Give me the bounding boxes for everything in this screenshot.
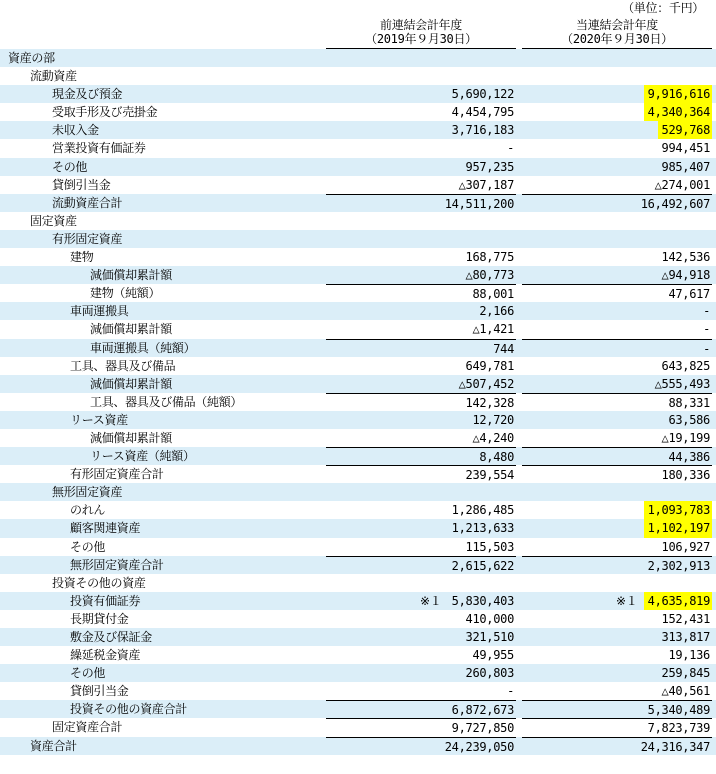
value-cell-prev bbox=[326, 700, 516, 718]
value-cell-prev bbox=[326, 737, 516, 755]
row-label: 固定資産 bbox=[30, 213, 77, 228]
table-row bbox=[0, 375, 716, 393]
row-label: 減価償却累計額 bbox=[90, 430, 172, 445]
value-cell-prev bbox=[326, 375, 516, 393]
amount: 24,316,347 bbox=[640, 739, 710, 754]
table-row bbox=[0, 538, 716, 556]
row-label: 有形固定資産合計 bbox=[70, 467, 164, 482]
amount bbox=[710, 214, 712, 228]
table-row bbox=[0, 248, 716, 266]
table-row bbox=[0, 139, 716, 157]
value-cell-prev bbox=[326, 357, 516, 375]
value-cell-curr bbox=[522, 411, 712, 429]
amount: 16,492,607 bbox=[640, 196, 710, 211]
amount bbox=[514, 69, 516, 83]
table-row bbox=[0, 176, 716, 194]
value-cell-prev bbox=[326, 139, 516, 157]
amount: 994,451 bbox=[661, 141, 710, 156]
value-cell-curr bbox=[522, 375, 712, 393]
value-cell-curr bbox=[522, 266, 712, 284]
value-cell-prev bbox=[326, 266, 516, 284]
table-row bbox=[0, 465, 716, 483]
amount: △507,452 bbox=[458, 376, 514, 391]
amount: △4,240 bbox=[472, 430, 514, 445]
amount: 19,136 bbox=[668, 648, 710, 663]
table-row bbox=[0, 501, 716, 519]
column-header-curr-line1: 当連結会計年度 bbox=[576, 18, 658, 32]
amount: 115,503 bbox=[465, 539, 514, 554]
table-row bbox=[0, 682, 716, 700]
value-cell-prev bbox=[326, 610, 516, 628]
value-cell-prev bbox=[326, 682, 516, 700]
row-label: 無形固定資産合計 bbox=[70, 557, 164, 572]
amount: △40,561 bbox=[661, 684, 710, 699]
value-cell-curr bbox=[522, 284, 712, 302]
table-row bbox=[0, 284, 716, 302]
amount: 957,235 bbox=[465, 159, 514, 174]
amount: - bbox=[703, 304, 710, 319]
value-cell-curr bbox=[522, 339, 712, 357]
amount: 649,781 bbox=[465, 358, 514, 373]
value-cell-curr bbox=[522, 212, 712, 230]
amount: 8,480 bbox=[479, 450, 514, 465]
row-label: 減価償却累計額 bbox=[90, 376, 172, 391]
value-cell-curr bbox=[522, 664, 712, 682]
row-label: 流動資産合計 bbox=[52, 195, 123, 210]
row-label: 固定資産合計 bbox=[52, 720, 123, 735]
amount: 985,407 bbox=[661, 159, 710, 174]
table-row bbox=[0, 646, 716, 664]
value-cell-prev bbox=[326, 158, 516, 176]
amount: 47,617 bbox=[668, 287, 710, 302]
table-row bbox=[0, 556, 716, 574]
table-row bbox=[0, 664, 716, 682]
row-label: 営業投資有価証券 bbox=[52, 141, 146, 156]
value-cell-prev bbox=[326, 411, 516, 429]
table-row bbox=[0, 194, 716, 212]
amount: - bbox=[507, 141, 514, 156]
row-label: 投資その他の資産合計 bbox=[70, 702, 188, 717]
row-label: リース資産 bbox=[70, 412, 128, 427]
table-row bbox=[0, 592, 716, 610]
value-cell-curr bbox=[522, 447, 712, 465]
table-row bbox=[0, 393, 716, 411]
value-cell-prev bbox=[326, 67, 516, 85]
table-row bbox=[0, 411, 716, 429]
value-cell-curr bbox=[522, 85, 712, 103]
value-cell-prev bbox=[326, 176, 516, 194]
value-cell-prev bbox=[326, 393, 516, 411]
row-label: 車両運搬具 bbox=[70, 304, 129, 319]
amount: △307,187 bbox=[458, 177, 514, 192]
value-cell-curr bbox=[522, 501, 712, 519]
table-row bbox=[0, 266, 716, 284]
row-label: 長期貸付金 bbox=[70, 611, 129, 626]
footnote-marker: ※１ bbox=[616, 593, 638, 608]
row-label: 車両運搬具（純額） bbox=[90, 340, 196, 355]
amount: △94,918 bbox=[661, 268, 710, 283]
row-label: 投資有価証券 bbox=[70, 593, 141, 608]
amount: 5,830,403 bbox=[451, 593, 514, 608]
amount: 4,340,364 bbox=[644, 103, 712, 121]
value-cell-curr bbox=[522, 483, 712, 501]
row-label: その他 bbox=[70, 666, 106, 681]
value-cell-prev bbox=[326, 538, 516, 556]
amount: 1,286,485 bbox=[451, 503, 514, 518]
row-label: のれん bbox=[70, 503, 106, 518]
amount: 24,239,050 bbox=[444, 739, 514, 754]
amount bbox=[514, 576, 516, 590]
amount: 14,511,200 bbox=[444, 196, 514, 211]
value-cell-prev bbox=[326, 465, 516, 483]
value-cell-prev bbox=[326, 574, 516, 592]
table-row bbox=[0, 302, 716, 320]
amount: 142,328 bbox=[465, 395, 514, 410]
value-cell-curr bbox=[522, 737, 712, 755]
amount: 744 bbox=[493, 341, 514, 356]
amount: 49,955 bbox=[472, 648, 514, 663]
amount: 2,166 bbox=[479, 304, 514, 319]
amount: 4,635,819 bbox=[644, 592, 712, 610]
amount: 313,817 bbox=[661, 630, 710, 644]
row-label: 工具、器具及び備品 bbox=[70, 358, 176, 373]
row-label: 受取手形及び売掛金 bbox=[52, 105, 158, 120]
row-label: 流動資産 bbox=[30, 69, 77, 84]
amount: 260,803 bbox=[465, 666, 514, 681]
value-cell-curr bbox=[522, 718, 712, 736]
amount: 9,727,850 bbox=[451, 721, 514, 736]
amount: 2,615,622 bbox=[451, 558, 514, 573]
value-cell-prev bbox=[326, 194, 516, 212]
value-cell-curr bbox=[522, 682, 712, 700]
amount: 44,386 bbox=[668, 450, 710, 465]
value-cell-prev bbox=[326, 501, 516, 519]
value-cell-curr bbox=[522, 700, 712, 718]
value-cell-curr bbox=[522, 465, 712, 483]
amount: 2,302,913 bbox=[647, 558, 710, 573]
row-label: 建物 bbox=[70, 250, 94, 265]
amount: 9,916,616 bbox=[644, 85, 712, 103]
value-cell-prev bbox=[326, 320, 516, 338]
amount: △555,493 bbox=[654, 376, 710, 391]
amount: △19,199 bbox=[661, 430, 710, 445]
row-label: 未収入金 bbox=[52, 123, 99, 138]
value-cell-curr bbox=[522, 121, 712, 139]
value-cell-curr bbox=[522, 574, 712, 592]
amount: 7,823,739 bbox=[647, 721, 710, 736]
table-row bbox=[0, 628, 716, 646]
amount: 106,927 bbox=[661, 539, 710, 554]
row-label: 有形固定資産 bbox=[52, 231, 123, 246]
value-cell-curr bbox=[522, 357, 712, 375]
column-header-prev-line2: （2019年９月30日） bbox=[365, 32, 477, 46]
column-header-prev-year bbox=[326, 18, 516, 49]
value-cell-curr bbox=[522, 393, 712, 411]
value-cell-curr bbox=[522, 628, 712, 646]
column-header-curr-line2: （2020年９月30日） bbox=[561, 32, 673, 46]
row-label: 顧客関連資産 bbox=[70, 521, 141, 536]
value-cell-prev bbox=[326, 121, 516, 139]
amount: 321,510 bbox=[465, 630, 514, 644]
table-row bbox=[0, 737, 716, 755]
amount: △1,421 bbox=[472, 322, 514, 337]
row-label: リース資産（純額） bbox=[90, 449, 195, 464]
row-label: 資産の部 bbox=[8, 51, 55, 65]
amount bbox=[710, 69, 712, 83]
value-cell-curr bbox=[522, 320, 712, 338]
table-row bbox=[0, 121, 716, 139]
amount bbox=[710, 485, 712, 499]
value-cell-curr bbox=[522, 230, 712, 248]
footnote-marker: ※１ bbox=[420, 593, 442, 608]
table-row bbox=[0, 158, 716, 176]
value-cell-prev bbox=[326, 628, 516, 646]
amount: 1,213,633 bbox=[451, 521, 514, 536]
amount bbox=[710, 51, 712, 65]
row-label: その他 bbox=[52, 159, 88, 174]
amount: 239,554 bbox=[465, 468, 514, 483]
value-cell-curr bbox=[522, 139, 712, 157]
amount: △274,001 bbox=[654, 177, 710, 192]
value-cell-curr bbox=[522, 556, 712, 574]
value-cell-prev bbox=[326, 103, 516, 121]
amount: 3,716,183 bbox=[451, 123, 514, 138]
row-label: 貸倒引当金 bbox=[52, 177, 111, 192]
value-cell-prev bbox=[326, 339, 516, 357]
value-cell-curr bbox=[522, 103, 712, 121]
row-label: 無形固定資産 bbox=[52, 485, 123, 500]
amount: 168,775 bbox=[465, 250, 514, 265]
row-label: 敷金及び保証金 bbox=[70, 630, 152, 644]
value-cell-prev bbox=[326, 483, 516, 501]
value-cell-curr bbox=[522, 67, 712, 85]
amount: 88,001 bbox=[472, 287, 514, 302]
amount: 259,845 bbox=[661, 666, 710, 681]
amount: 6,872,673 bbox=[451, 703, 514, 718]
table-row bbox=[0, 429, 716, 447]
value-cell-curr bbox=[522, 646, 712, 664]
amount: 180,336 bbox=[661, 468, 710, 483]
table-row bbox=[0, 357, 716, 375]
table-row bbox=[0, 320, 716, 338]
table-row bbox=[0, 718, 716, 736]
table-row bbox=[0, 610, 716, 628]
value-cell-prev bbox=[326, 429, 516, 447]
row-label: 投資その他の資産 bbox=[52, 575, 146, 590]
row-label: 工具、器具及び備品（純額） bbox=[90, 394, 243, 409]
value-cell-prev bbox=[326, 556, 516, 574]
value-cell-prev bbox=[326, 519, 516, 537]
row-label: 建物（純額） bbox=[90, 286, 161, 301]
row-label: 減価償却累計額 bbox=[90, 268, 172, 283]
value-cell-curr bbox=[522, 610, 712, 628]
amount bbox=[710, 576, 712, 590]
amount: 5,690,122 bbox=[451, 87, 514, 102]
value-cell-prev bbox=[326, 447, 516, 465]
unit-label: （単位：千円） bbox=[622, 1, 704, 15]
balance-sheet-rows bbox=[0, 49, 716, 755]
amount: 529,768 bbox=[658, 121, 712, 139]
row-label: 貸倒引当金 bbox=[70, 684, 129, 699]
amount bbox=[514, 214, 516, 228]
value-cell-curr bbox=[522, 429, 712, 447]
table-row bbox=[0, 85, 716, 103]
row-label: 繰延税金資産 bbox=[70, 648, 141, 663]
value-cell-curr bbox=[522, 176, 712, 194]
value-cell-prev bbox=[326, 664, 516, 682]
amount bbox=[514, 485, 516, 499]
value-cell-prev bbox=[326, 230, 516, 248]
amount: 4,454,795 bbox=[451, 105, 514, 120]
row-label: 減価償却累計額 bbox=[90, 322, 172, 337]
column-header-curr-year bbox=[522, 18, 712, 49]
value-cell-curr bbox=[522, 519, 712, 537]
amount: 88,331 bbox=[668, 395, 710, 410]
value-cell-curr bbox=[522, 158, 712, 176]
value-cell-prev bbox=[326, 592, 516, 610]
row-label: 現金及び預金 bbox=[52, 87, 123, 102]
amount bbox=[710, 232, 712, 246]
amount: 12,720 bbox=[472, 412, 514, 427]
table-row bbox=[0, 483, 716, 501]
amount: 152,431 bbox=[661, 611, 710, 626]
value-cell-curr bbox=[522, 302, 712, 320]
amount: 1,093,783 bbox=[644, 501, 712, 519]
amount: 1,102,197 bbox=[644, 519, 712, 537]
value-cell-curr bbox=[522, 538, 712, 556]
value-cell-curr bbox=[522, 248, 712, 266]
table-row bbox=[0, 67, 716, 85]
value-cell-prev bbox=[326, 85, 516, 103]
table-row bbox=[0, 230, 716, 248]
amount: 142,536 bbox=[661, 250, 710, 265]
amount: - bbox=[703, 322, 710, 337]
amount: 410,000 bbox=[465, 611, 514, 626]
value-cell-curr bbox=[522, 194, 712, 212]
row-label: その他 bbox=[70, 539, 106, 554]
value-cell-prev bbox=[326, 49, 516, 67]
amount bbox=[514, 232, 516, 246]
value-cell-prev bbox=[326, 646, 516, 664]
value-cell-prev bbox=[326, 718, 516, 736]
amount: - bbox=[507, 684, 514, 699]
amount: 643,825 bbox=[661, 358, 710, 373]
amount: 63,586 bbox=[668, 412, 710, 427]
row-label: 資産合計 bbox=[30, 738, 77, 753]
table-row bbox=[0, 700, 716, 718]
table-row bbox=[0, 339, 716, 357]
table-row bbox=[0, 574, 716, 592]
value-cell-prev bbox=[326, 284, 516, 302]
column-header-prev-line1: 前連結会計年度 bbox=[380, 18, 462, 32]
value-cell-prev bbox=[326, 248, 516, 266]
amount: △80,773 bbox=[465, 268, 514, 283]
table-row bbox=[0, 212, 716, 230]
table-row bbox=[0, 519, 716, 537]
value-cell-curr bbox=[522, 592, 712, 610]
amount: - bbox=[703, 341, 710, 356]
table-row bbox=[0, 49, 716, 67]
table-row bbox=[0, 447, 716, 465]
value-cell-prev bbox=[326, 212, 516, 230]
table-row bbox=[0, 103, 716, 121]
amount: 5,340,489 bbox=[647, 703, 710, 718]
value-cell-prev bbox=[326, 302, 516, 320]
value-cell-curr bbox=[522, 49, 712, 67]
amount bbox=[514, 51, 516, 65]
